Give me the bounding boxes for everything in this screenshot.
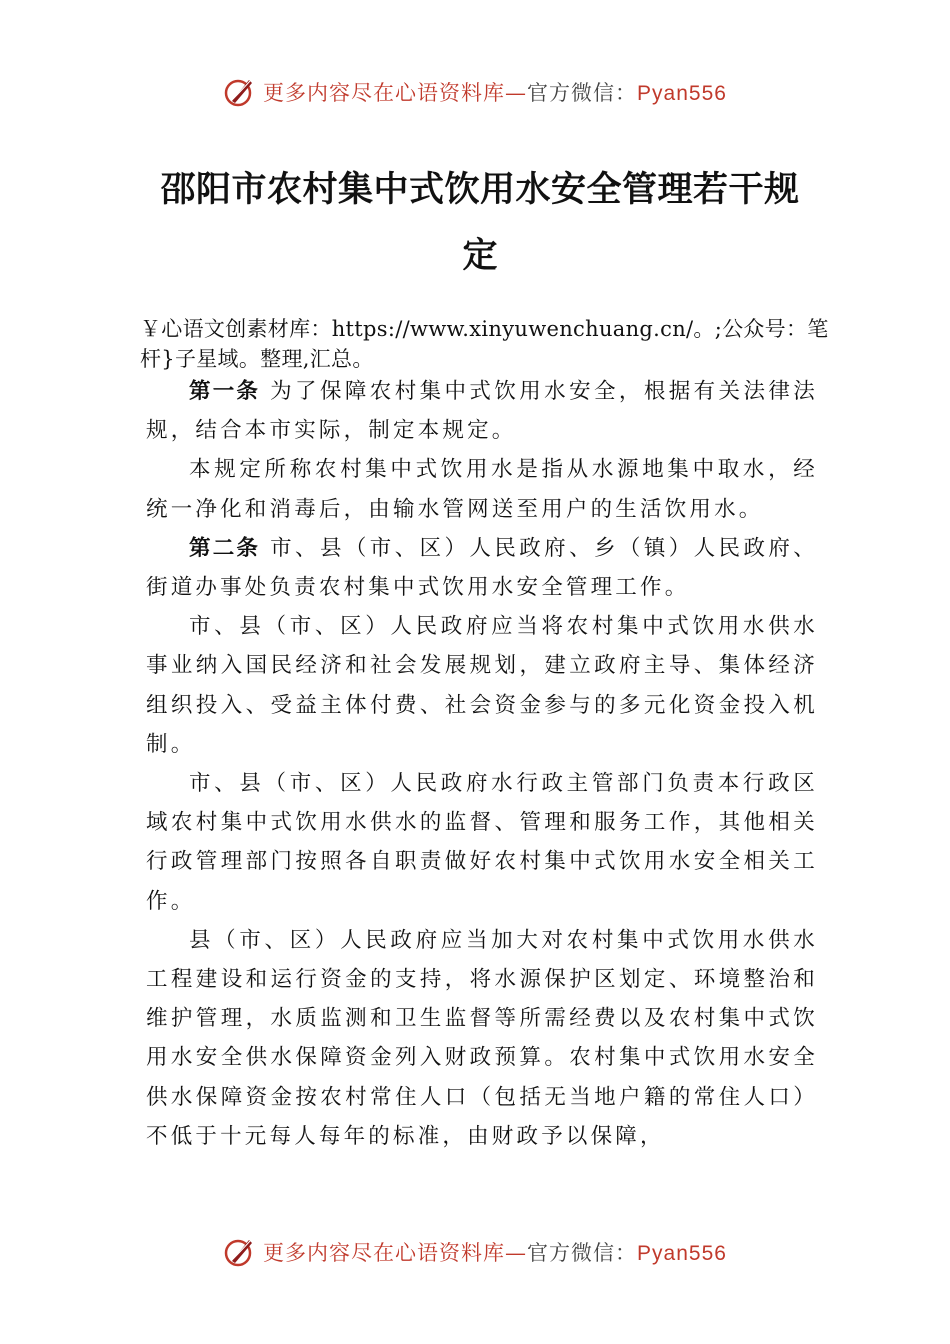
banner-wechat-label: 官方微信： — [527, 1241, 638, 1265]
paragraph — [146, 529, 818, 607]
paragraph-text: 县（市、区）人民政府应当加大对农村集中式饮用水供水工程建设和运行资金的支持，将水源保护区划定、环境整治和维护管理，水质监测和卫生监督等所需经费以及农村集中式饮用水安全供水保障资金列入财政预算。农村集中式饮用水安全供水保障资金按农村常住人口（包括无当地户籍的常住人口）不低于十元每人每年的标准，由财政予以保障， — [146, 927, 818, 1149]
paragraph-text: 为了保障农村集中式饮用水安全，根据有关法律法规，结合本市实际，制定本规定。 — [146, 379, 818, 444]
banner-wechat-id: Pyan556 — [637, 82, 727, 105]
document-body — [146, 372, 818, 1156]
paragraph — [146, 372, 818, 450]
header-banner — [0, 72, 950, 112]
article-heading: 第二条 — [189, 535, 261, 561]
banner-text — [263, 1237, 727, 1267]
document-title-line2: 定 — [462, 236, 498, 276]
banner-main-text: 更多内容尽在心语资料库 — [263, 81, 506, 105]
footer-banner — [0, 1232, 950, 1272]
paragraph — [146, 921, 818, 1156]
paragraph-text: 本规定所称农村集中式饮用水是指从水源地集中取水，经统一净化和消毒后，由输水管网送至用户的生活饮用水。 — [146, 457, 818, 522]
document-title-line1: 邵阳市农村集中式饮用水安全管理若干规 — [160, 170, 800, 210]
source-note: ￥心语文创素材库：https://www.xinyuwenchuang.cn/。;公众号：笔杆}子星域。整理,汇总。 — [140, 317, 829, 371]
article-heading: 第一条 — [189, 379, 261, 404]
quill-logo-icon — [223, 75, 257, 109]
paragraph — [146, 764, 818, 921]
paragraph — [146, 607, 818, 764]
banner-wechat-label: 官方微信： — [527, 81, 638, 105]
quill-logo-icon — [223, 1235, 257, 1269]
banner-dash: — — [505, 81, 528, 105]
paragraph-text: 市、县（市、区）人民政府应当将农村集中式饮用水供水事业纳入国民经济和社会发展规划，建立政府主导、集体经济组织投入、受益主体付费、社会资金参与的多元化资金投入机制。 — [146, 614, 818, 757]
paragraph — [146, 450, 818, 528]
banner-dash: — — [505, 1241, 528, 1265]
paragraph-text: 市、县（市、区）人民政府水行政主管部门负责本行政区域农村集中式饮用水供水的监督、管理和服务工作，其他相关行政管理部门按照各自职责做好农村集中式饮用水安全相关工作。 — [146, 771, 818, 914]
banner-wechat-id: Pyan556 — [637, 1242, 727, 1265]
banner-main-text: 更多内容尽在心语资料库 — [263, 1241, 506, 1265]
paragraph-text: 市、县（市、区）人民政府、乡（镇）人民政府、街道办事处负责农村集中式饮用水安全管理工作。 — [146, 535, 818, 601]
banner-text — [263, 77, 727, 107]
